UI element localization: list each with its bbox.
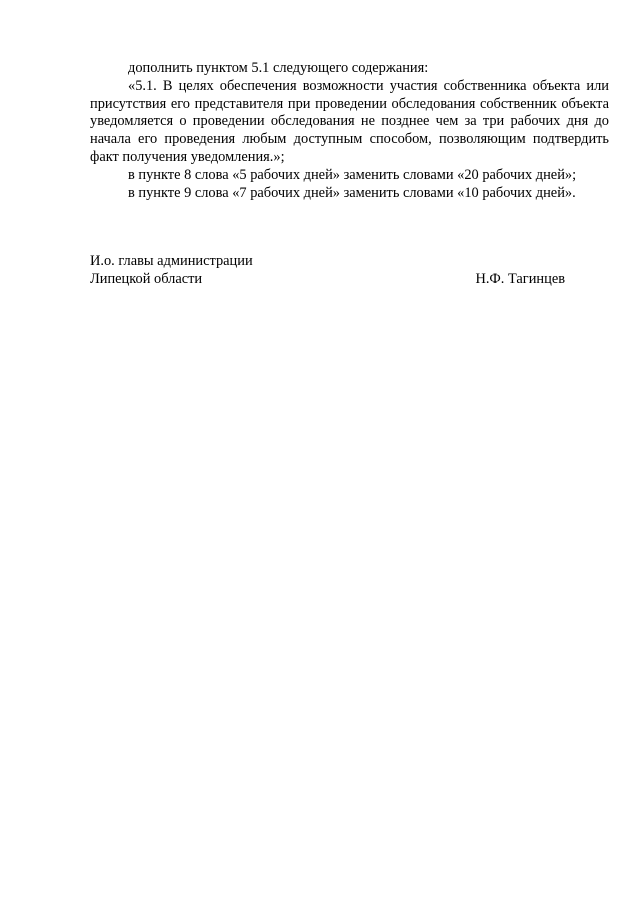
document-body — [90, 60, 609, 202]
signatory-position-line1: И.о. главы администрации — [90, 253, 253, 269]
paragraph-amendment-intro: дополнить пунктом 5.1 следующего содержания: — [128, 60, 429, 76]
signature-row-1 — [90, 253, 565, 271]
paragraph-clause-8: в пункте 8 слова «5 рабочих дней» заменить словами «20 рабочих дней»; — [128, 166, 577, 183]
signature-block — [90, 253, 565, 289]
paragraph-clause-9: в пункте 9 слова «7 рабочих дней» заменить словами «10 рабочих дней». — [128, 184, 576, 201]
signatory-position-line2: Липецкой области — [90, 270, 203, 287]
paragraph-clause-5-1: «5.1. В целях обеспечения возможности участия собственника объекта или присутствия его представителя при проведении обследования собственник объекта уведомляется о проведении обследования не позднее чем за три рабочих дня до начала его проведения любым доступным способом, позволяющим подтвердить факт получения уведомления.»; — [90, 77, 609, 165]
signatory-name: Н.Ф. Тагинцев — [475, 270, 565, 287]
signature-row-2 — [90, 271, 565, 289]
